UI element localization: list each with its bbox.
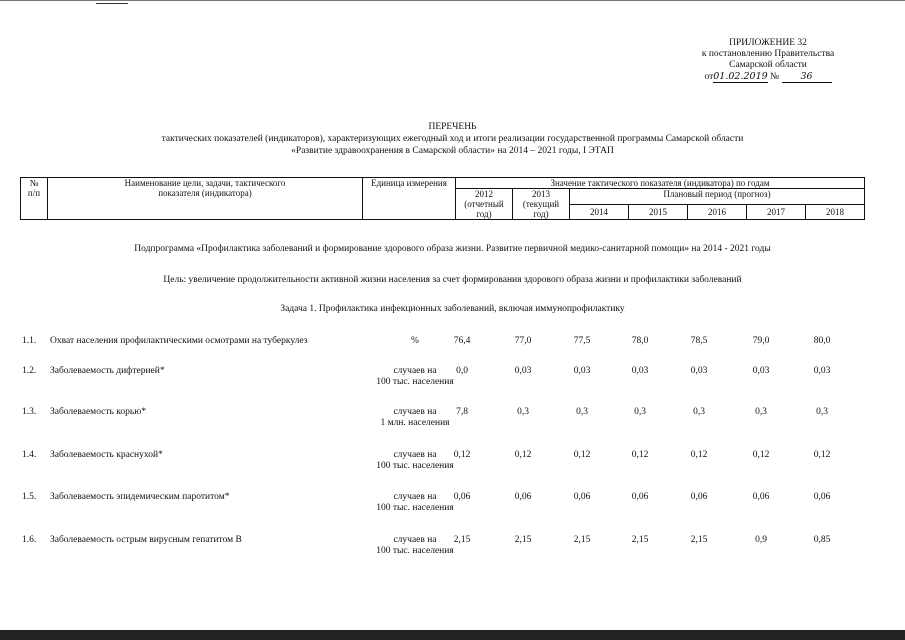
- row-unit-line2: 100 тыс. населения: [376, 546, 454, 556]
- row-number: 1.4.: [22, 450, 37, 460]
- table-row: [0, 407, 905, 437]
- task-heading: Задача 1. Профилактика инфекционных заболеваний, включая иммунопрофилактику: [280, 304, 625, 314]
- row-value: 0,06: [453, 492, 471, 502]
- header-2013: 2013 (текущий год): [513, 189, 570, 220]
- row-unit-line1: случаев на: [393, 492, 437, 502]
- row-value: 0,03: [514, 366, 532, 376]
- header-num: № п/п: [21, 178, 48, 220]
- row-value: 2,15: [690, 535, 708, 545]
- top-border-line: [0, 0, 905, 1]
- row-value: 80,0: [813, 336, 831, 346]
- table-row: [0, 450, 905, 480]
- row-value: 2,15: [631, 535, 649, 545]
- row-value: 0,06: [690, 492, 708, 502]
- row-value: 0,06: [813, 492, 831, 502]
- appendix-decree: к постановлению Правительства: [701, 49, 835, 59]
- appendix-date-line: от01.02.2019 № 36: [668, 71, 868, 83]
- row-unit-line1: случаев на: [393, 366, 437, 376]
- row-value: 0,3: [576, 407, 588, 417]
- row-value: 2,15: [514, 535, 532, 545]
- row-indicator-name: Заболеваемость корью*: [50, 407, 147, 417]
- row-value: 0,12: [453, 450, 471, 460]
- header-planned: Плановый период (прогноз): [570, 189, 865, 205]
- subprogram-heading: Подпрограмма «Профилактика заболеваний и формирование здорового образа жизни. Развитие первичной медико-санитарной помощи» на 2014 - 2021 годы: [134, 244, 771, 254]
- goal-heading: Цель: увеличение продолжительности активной жизни населения за счет формирования здорового образа жизни и профилактики заболеваний: [163, 275, 742, 285]
- row-unit-line1: случаев на: [393, 535, 437, 545]
- row-value: 0,12: [813, 450, 831, 460]
- row-value: 2,15: [573, 535, 591, 545]
- top-mark: [96, 3, 128, 4]
- document-subtitle: тактических показателей (индикаторов), характеризующих ежегодный ход и итоги реализации государственной программы Самарской области: [161, 134, 744, 144]
- row-value: 0,12: [752, 450, 770, 460]
- table-row: [0, 366, 905, 396]
- row-unit-line1: случаев на: [393, 450, 437, 460]
- row-value: 0,03: [813, 366, 831, 376]
- row-number: 1.2.: [22, 366, 37, 376]
- row-value: 0,06: [752, 492, 770, 502]
- table-row: [0, 535, 905, 565]
- table-row: [0, 492, 905, 522]
- appendix-title: ПРИЛОЖЕНИЕ 32: [729, 38, 807, 48]
- row-value: 0,03: [690, 366, 708, 376]
- header-unit: Единица измерения: [363, 178, 456, 220]
- row-number: 1.6.: [22, 535, 37, 545]
- appendix-region: Самарской области: [729, 60, 807, 70]
- row-value: 0,12: [514, 450, 532, 460]
- row-value: 0,3: [816, 407, 828, 417]
- header-2016: 2016: [688, 204, 747, 220]
- header-name: Наименование цели, задачи, тактического показателя (индикатора): [48, 178, 363, 220]
- table-row: [0, 336, 905, 366]
- row-indicator-name: Заболеваемость эпидемическим паротитом*: [50, 492, 230, 502]
- row-value: 2,15: [453, 535, 471, 545]
- row-indicator-name: Заболеваемость дифтерией*: [50, 366, 165, 376]
- row-value: 0,06: [631, 492, 649, 502]
- row-value: 78,0: [631, 336, 649, 346]
- appendix-date: 01.02.2019: [713, 71, 768, 82]
- row-number: 1.1.: [22, 336, 37, 346]
- header-2012: 2012 (отчетный год): [456, 189, 513, 220]
- row-indicator-name: Заболеваемость краснухой*: [50, 450, 163, 460]
- row-unit-line1: случаев на: [393, 407, 437, 417]
- bottom-scan-edge: [0, 630, 905, 640]
- row-unit-line1: %: [411, 336, 419, 346]
- row-value: 77,5: [573, 336, 591, 346]
- appendix-number: 36: [782, 71, 832, 83]
- row-value: 0,3: [755, 407, 767, 417]
- row-value: 0,03: [631, 366, 649, 376]
- row-value: 0,3: [634, 407, 646, 417]
- row-value: 0,3: [693, 407, 705, 417]
- row-value: 0,0: [456, 366, 468, 376]
- row-value: 0,9: [755, 535, 767, 545]
- row-number: 1.3.: [22, 407, 37, 417]
- row-value: 0,12: [631, 450, 649, 460]
- row-value: 78,5: [690, 336, 708, 346]
- appendix-block: [668, 38, 868, 83]
- header-2015: 2015: [629, 204, 688, 220]
- header-values: Значение тактического показателя (индикатора) по годам: [456, 178, 865, 189]
- row-number: 1.5.: [22, 492, 37, 502]
- document-program: «Развитие здравоохранения в Самарской области» на 2014 – 2021 годы, I ЭТАП: [291, 146, 614, 156]
- row-value: 79,0: [752, 336, 770, 346]
- indicators-header-table: [20, 177, 865, 220]
- row-unit-line2: 100 тыс. населения: [376, 461, 454, 471]
- row-value: 0,12: [690, 450, 708, 460]
- row-value: 7,8: [456, 407, 468, 417]
- header-2014: 2014: [570, 204, 629, 220]
- row-value: 0,03: [573, 366, 591, 376]
- row-unit-line2: 100 тыс. населения: [376, 503, 454, 513]
- header-2017: 2017: [747, 204, 806, 220]
- row-indicator-name: Заболеваемость острым вирусным гепатитом В: [50, 535, 242, 545]
- row-unit-line2: 100 тыс. населения: [376, 377, 454, 387]
- row-unit-line2: 1 млн. населения: [380, 418, 450, 428]
- row-value: 0,85: [813, 535, 831, 545]
- header-2018: 2018: [806, 204, 865, 220]
- row-value: 0,12: [573, 450, 591, 460]
- row-value: 0,03: [752, 366, 770, 376]
- row-value: 0,3: [517, 407, 529, 417]
- row-indicator-name: Охват населения профилактическими осмотрами на туберкулез: [50, 336, 308, 346]
- row-value: 0,06: [573, 492, 591, 502]
- document-title: ПЕРЕЧЕНЬ: [428, 122, 477, 132]
- row-value: 76,4: [453, 336, 471, 346]
- row-value: 77,0: [514, 336, 532, 346]
- row-value: 0,06: [514, 492, 532, 502]
